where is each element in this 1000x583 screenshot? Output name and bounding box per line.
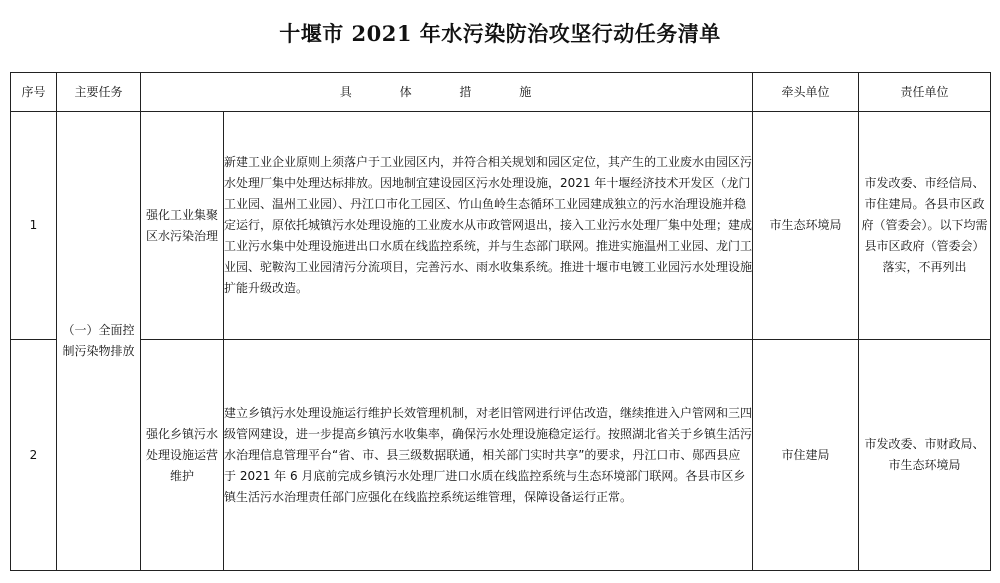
- row-seq: 1: [11, 112, 57, 340]
- header-responsible-unit: 责任单位: [859, 73, 991, 112]
- responsible-unit: 市发改委、市经信局、市住建局。各县市区政府（管委会）。以下均需县市区政府（管委会）落实，不再列出: [859, 112, 991, 340]
- measures-text: 建立乡镇污水处理设施运行维护长效管理机制，对老旧管网进行评估改造，继续推进入户管网和三四级管网建设，进一步提高乡镇污水收集率，确保污水处理设施稳定运行。按照湖北省关于乡镇生活污水治理信息管理平台“省、市、县三级数据联通，相关部门实时共享”的要求，丹江口市、郧西县应于 2021 年 6 月底前完成乡镇污水处理厂进口水质在线监控系统与生态环境部门联网。各县市区乡镇生活污水治理责任部门应强化在线监控系统运维管理，保障设备运行正常。: [224, 340, 753, 571]
- header-row: [11, 73, 991, 112]
- header-main-task: 主要任务: [57, 73, 141, 112]
- header-lead-unit: 牵头单位: [753, 73, 859, 112]
- header-seq: 序号: [11, 73, 57, 112]
- row-seq: 2: [11, 340, 57, 571]
- sub-task: 强化乡镇污水处理设施运营维护: [141, 340, 224, 571]
- group-task: [57, 112, 141, 571]
- group-task-label: （一）全面控制污染物排放: [62, 323, 135, 358]
- sub-task: 强化工业集聚区水污染治理: [141, 112, 224, 340]
- lead-unit: 市住建局: [753, 340, 859, 571]
- header-measures: 具 体 措 施: [141, 73, 753, 112]
- table-row: [11, 340, 991, 571]
- lead-unit: 市生态环境局: [753, 112, 859, 340]
- measures-text: 新建工业企业原则上须落户于工业园区内，并符合相关规划和园区定位，其产生的工业废水由园区污水处理厂集中处理达标排放。因地制宜建设园区污水处理设施，2021 年十堰经济技术开发区（龙门工业园、温州工业园）、丹江口市化工园区、竹山鱼岭生态循环工业园建成独立的污水治理设施并稳定运行，原依托城镇污水处理设施的工业废水从市政管网退出，接入工业污水处理厂集中处理；建成工业污水集中处理设施进出口水质在线监控系统，并与生态部门联网。推进实施温州工业园、龙门工业园、驼鞍沟工业园清污分流项目，完善污水、雨水收集系统。推进十堰市电镀工业园污水处理设施扩能升级改造。: [224, 112, 753, 340]
- table-row: [11, 112, 991, 340]
- document-title: 十堰市 2021 年水污染防治攻坚行动任务清单: [279, 21, 721, 46]
- responsible-unit: 市发改委、市财政局、市生态环境局: [859, 340, 991, 571]
- task-table: [10, 72, 991, 571]
